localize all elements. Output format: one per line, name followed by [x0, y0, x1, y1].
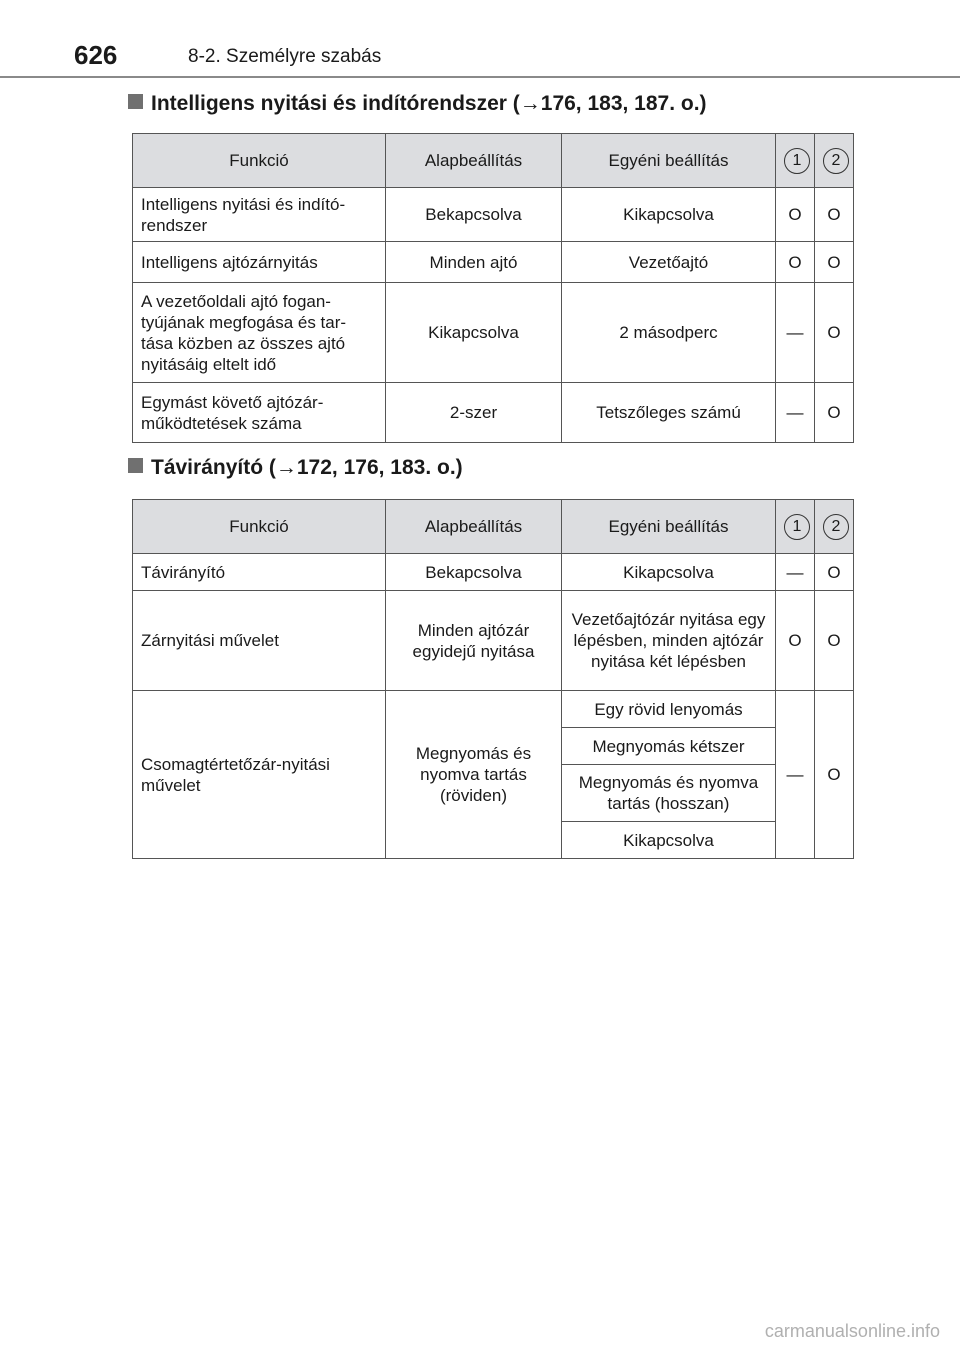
- circled-2-icon: 2: [823, 514, 849, 540]
- cell-col-2: O: [815, 283, 854, 383]
- header-custom: Egyéni beállítás: [562, 134, 776, 188]
- cell-col-2: O: [815, 691, 854, 859]
- cell-custom: Tetszőleges számú: [562, 383, 776, 443]
- cell-custom-option: Megnyomás és nyomva tartás (hosszan): [562, 765, 776, 822]
- cell-col-2: O: [815, 383, 854, 443]
- cell-function: Intelligens ajtózárnyitás: [133, 242, 386, 283]
- cell-default: 2-szer: [386, 383, 562, 443]
- cell-custom: Vezetőajtózár nyitása egy lépésben, minden ajtózár nyitása két lépésben: [562, 591, 776, 691]
- cell-custom-option: Kikapcsolva: [562, 822, 776, 859]
- cell-col-1: O: [776, 242, 815, 283]
- section-page-refs: 176, 183, 187. o.): [540, 92, 707, 115]
- cell-function: Intelligens nyitási és indító-rendszer: [133, 188, 386, 242]
- cell-col-1: O: [776, 188, 815, 242]
- header-custom: Egyéni beállítás: [562, 500, 776, 554]
- section-title-remote: [128, 456, 463, 480]
- table-row: [133, 383, 854, 443]
- cell-custom: Kikapcsolva: [562, 554, 776, 591]
- cell-custom-option: Egy rövid lenyomás: [562, 691, 776, 728]
- section-title-text: Távirányító (: [151, 456, 276, 479]
- cell-default: Minden ajtózár egyidejű nyitása: [386, 591, 562, 691]
- section-page-refs: 172, 176, 183. o.): [296, 456, 463, 479]
- cell-custom: Kikapcsolva: [562, 188, 776, 242]
- section-title-text: Intelligens nyitási és indítórendszer (: [151, 92, 520, 115]
- cell-col-2: O: [815, 554, 854, 591]
- chapter-title: 8-2. Személyre szabás: [188, 46, 382, 67]
- table-row: [133, 242, 854, 283]
- cell-col-1: —: [776, 691, 815, 859]
- cell-function: Távirányító: [133, 554, 386, 591]
- cell-function: Egymást követő ajtózár-működtetések száma: [133, 383, 386, 443]
- arrow-icon: →: [275, 456, 297, 479]
- table-row: [133, 554, 854, 591]
- cell-col-1: —: [776, 554, 815, 591]
- cell-col-1: O: [776, 591, 815, 691]
- circled-1-icon: 1: [784, 514, 810, 540]
- table-row: [133, 591, 854, 691]
- table-row: [133, 188, 854, 242]
- cell-col-1: —: [776, 283, 815, 383]
- circled-1-icon: 1: [784, 148, 810, 174]
- header-function: Funkció: [133, 134, 386, 188]
- cell-default: Minden ajtó: [386, 242, 562, 283]
- table-row: [133, 283, 854, 383]
- header-divider: [0, 76, 960, 78]
- settings-table-smart-entry: [132, 133, 854, 443]
- arrow-icon: →: [519, 92, 541, 115]
- watermark: carmanualsonline.info: [764, 1321, 940, 1341]
- header-col-2: [815, 500, 854, 554]
- settings-table-remote: [132, 499, 854, 859]
- cell-custom: 2 másodperc: [562, 283, 776, 383]
- cell-default: Bekapcsolva: [386, 554, 562, 591]
- cell-col-2: O: [815, 188, 854, 242]
- square-bullet-icon: [128, 458, 143, 473]
- cell-default: Megnyomás és nyomva tartás (röviden): [386, 691, 562, 859]
- header-col-2: [815, 134, 854, 188]
- cell-col-2: O: [815, 591, 854, 691]
- square-bullet-icon: [128, 94, 143, 109]
- header-default: Alapbeállítás: [386, 134, 562, 188]
- header-col-1: [776, 500, 815, 554]
- section-title-smart-entry: [128, 92, 707, 116]
- header-col-1: [776, 134, 815, 188]
- cell-custom: Vezetőajtó: [562, 242, 776, 283]
- cell-default: Bekapcsolva: [386, 188, 562, 242]
- cell-default: Kikapcsolva: [386, 283, 562, 383]
- cell-function: Zárnyitási művelet: [133, 591, 386, 691]
- cell-function: Csomagtértetőzár-nyitási művelet: [133, 691, 386, 859]
- table-header-row: [133, 500, 854, 554]
- cell-col-1: —: [776, 383, 815, 443]
- cell-custom-option: Megnyomás kétszer: [562, 728, 776, 765]
- header-default: Alapbeállítás: [386, 500, 562, 554]
- circled-2-icon: 2: [823, 148, 849, 174]
- page-number: 626: [74, 40, 118, 70]
- table-row: [133, 691, 854, 728]
- header-function: Funkció: [133, 500, 386, 554]
- cell-function: A vezetőoldali ajtó fogan-tyújának megfogása és tar-tása közben az összes ajtó nyitásáig eltelt idő: [133, 283, 386, 383]
- cell-col-2: O: [815, 242, 854, 283]
- page-header: [0, 0, 960, 80]
- table-header-row: [133, 134, 854, 188]
